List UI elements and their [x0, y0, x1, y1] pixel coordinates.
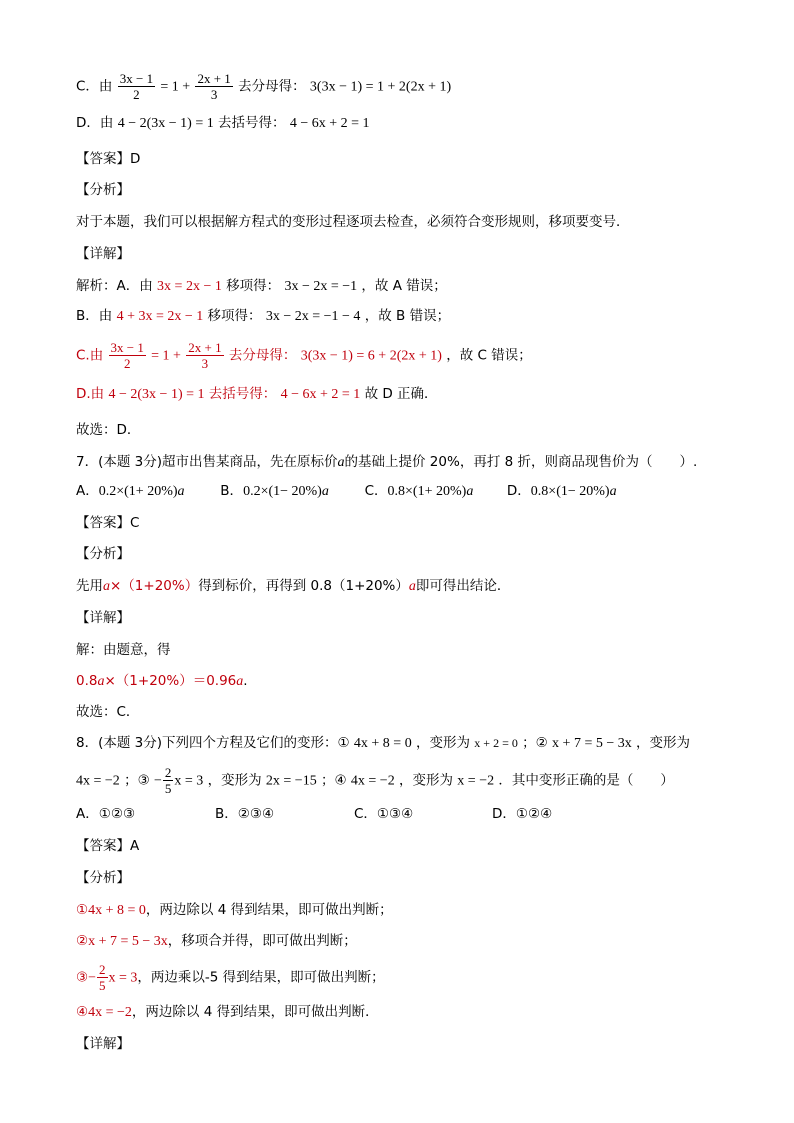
option-a[interactable]: A．①②③	[76, 806, 136, 822]
equation: 4x = −2	[88, 1005, 132, 1020]
detail-text: 去括号得：	[208, 386, 277, 402]
variable: a	[177, 484, 185, 499]
denominator: 2	[133, 87, 140, 102]
q8-options	[76, 805, 552, 823]
option-value: 0.8×(1− 20%)	[530, 484, 610, 499]
detail-text: 解析：A．由	[76, 278, 153, 294]
detail-text: 去分母得：	[228, 347, 297, 364]
answer-label: 【答案】	[76, 838, 130, 854]
option-value: 0.2×(1− 20%)	[243, 484, 322, 499]
variable: a	[321, 484, 329, 499]
question-text: ，变形为	[399, 772, 453, 789]
answer-value: A	[130, 838, 140, 854]
numerator: 2	[164, 765, 172, 780]
detail-text: 移项得：	[207, 308, 262, 324]
denominator: 5	[99, 978, 106, 993]
question-text: ；④	[321, 772, 347, 789]
q7-choice	[76, 703, 139, 721]
q8-analysis-4	[76, 1003, 379, 1022]
detail-text: B．由	[76, 308, 113, 324]
numerator: 2	[99, 962, 106, 977]
detail-text: ，故 A 错误；	[361, 278, 447, 294]
q6-analysis	[76, 213, 630, 231]
option-a[interactable]	[76, 482, 216, 501]
q8-detail-label	[76, 1035, 130, 1053]
numerator: 2x + 1	[197, 71, 231, 86]
q6-choice	[76, 421, 140, 439]
detail-label: 【详解】	[76, 246, 130, 262]
answer-value: C	[130, 515, 140, 531]
analysis-text: 先用	[76, 578, 103, 594]
detail-text: C.由	[76, 347, 104, 364]
choice-text: 故选：C．	[76, 704, 140, 720]
option-d-result: 4 − 6x + 2 = 1	[289, 116, 370, 131]
q8-analysis-1	[76, 901, 393, 920]
fraction	[97, 962, 108, 993]
circled-number: ③	[76, 969, 89, 986]
calc-text: ×（1+20%）＝0.96	[104, 673, 237, 689]
denominator: 2	[123, 356, 131, 371]
question-text: ；③	[124, 772, 150, 789]
analysis-text: 得到标价，再得到 0.8（1+20%）	[198, 578, 409, 594]
equation: 4 − 6x + 2 = 1	[280, 387, 361, 402]
denominator: 3	[201, 356, 209, 371]
denominator: 3	[210, 87, 218, 102]
detail-text: ，故 C 错误；	[446, 347, 532, 364]
option-value: 0.8×(1+ 20%)	[387, 484, 467, 499]
question-text: 的基础上提价 20%，再打 8 折，则商品现售价为（ ）.	[344, 454, 698, 470]
analysis-text: ，两边除以 4 得到结果，即可做出判断；	[145, 902, 393, 918]
q8-stem-line2	[76, 765, 674, 796]
analysis-text: ，移项合并得，即可做出判断；	[167, 933, 357, 949]
equation: 4x + 8 = 0	[353, 736, 412, 751]
question-text: 8．(本题 3分)下列四个方程及它们的变形：①	[76, 735, 350, 751]
analysis-label: 【分析】	[76, 870, 130, 886]
detail-label: 【详解】	[76, 1036, 130, 1052]
numerator: 3x − 1	[110, 340, 144, 355]
q6-detail-b	[76, 307, 450, 326]
detail-text: 故 D 正确．	[364, 386, 438, 402]
circled-number: ②	[76, 933, 89, 949]
q6-detail-d	[76, 385, 438, 404]
option-c-prefix: C．由	[76, 78, 113, 95]
q8-analysis-2	[76, 932, 357, 951]
q7-analysis	[76, 577, 510, 596]
q8-answer	[76, 837, 139, 855]
analysis-text: 即可得出结论．	[415, 578, 511, 594]
option-c-line	[76, 71, 451, 102]
option-c[interactable]: C．①③④	[354, 806, 414, 822]
variable: a	[609, 484, 617, 499]
numerator: 2x + 1	[188, 340, 222, 355]
option-c-text: 去分母得：	[238, 78, 306, 95]
equation: 4x + 8 = 0	[88, 903, 146, 918]
q6-answer	[76, 150, 140, 168]
equation-part: = 1 +	[151, 348, 181, 364]
variable: a	[97, 674, 105, 689]
detail-label: 【详解】	[76, 610, 130, 626]
circled-number: ①	[76, 902, 89, 918]
choice-text: 故选：D．	[76, 422, 141, 438]
q6-detail-label	[76, 245, 130, 263]
detail-text: 移项得：	[226, 278, 281, 294]
answer-value: D	[130, 151, 141, 167]
q6-detail-a	[76, 277, 447, 296]
equation: 4x = −2	[350, 773, 395, 789]
equation: 2x = −15	[265, 773, 317, 789]
equation: x + 7 = 5 − 3x	[552, 736, 632, 751]
analysis-text: ×（1+20%）	[110, 578, 199, 594]
equation: x = 3	[108, 970, 138, 986]
equation: x + 7 = 5 − 3x	[88, 934, 168, 949]
analysis-label: 【分析】	[76, 182, 130, 198]
option-label: A．	[76, 483, 99, 499]
equation-part: −	[154, 773, 162, 789]
question-text: ，变形为	[416, 735, 470, 751]
question-text: ，变形为	[207, 772, 262, 789]
equation: 3x − 2x = −1 − 4	[265, 309, 361, 324]
question-text: ．其中变形正确的是（ ）	[498, 772, 674, 789]
question-text: ，变形为	[636, 735, 691, 751]
solution-text: 解：由题意，得	[76, 642, 171, 658]
option-label: D．	[506, 483, 531, 499]
q7-answer	[76, 514, 139, 532]
variable: a	[466, 484, 474, 499]
option-d-equation: 4 − 2(3x − 1) = 1	[117, 116, 214, 131]
q6-detail-c	[76, 340, 532, 371]
answer-label: 【答案】	[76, 151, 130, 167]
variable: a	[337, 455, 345, 470]
q7-stem	[76, 453, 697, 472]
equation: 3x = 2x − 1	[157, 279, 222, 294]
q7-options	[76, 482, 617, 501]
q6-analysis-label	[76, 181, 130, 199]
q7-detail-label	[76, 609, 130, 627]
equation: 4x = −2	[76, 773, 120, 789]
option-b[interactable]	[220, 482, 360, 501]
equation: 3(3x − 1) = 6 + 2(2x + 1)	[300, 348, 442, 364]
q8-analysis-3	[76, 962, 385, 993]
equation: x = −2	[457, 773, 495, 789]
fraction	[118, 71, 155, 102]
option-label: C．	[364, 483, 388, 499]
q7-analysis-label	[76, 545, 130, 563]
equation: 4 − 2(3x − 1) = 1	[108, 387, 205, 402]
option-c-result: 3(3x − 1) = 1 + 2(2x + 1)	[309, 79, 452, 95]
option-d-prefix: D．由	[76, 115, 114, 131]
denominator: 5	[164, 781, 172, 796]
detail-text: ，故 B 错误；	[364, 308, 451, 324]
option-c[interactable]	[365, 482, 503, 501]
fraction	[195, 71, 232, 102]
variable: a	[408, 579, 416, 594]
variable: a	[236, 674, 244, 689]
equation: x + 2 = 0	[474, 736, 518, 750]
option-d-line	[76, 114, 370, 133]
analysis-text: ，两边乘以-5 得到结果，即可做出判断；	[137, 969, 385, 986]
equation-part: −	[88, 970, 97, 986]
analysis-text: ，两边除以 4 得到结果，即可做出判断．	[131, 1004, 379, 1020]
option-b[interactable]: B．②③④	[215, 806, 275, 822]
detail-text: D.由	[76, 386, 105, 402]
calc-text: .	[243, 673, 248, 689]
fraction	[163, 765, 174, 796]
equation: x = 3	[174, 773, 204, 789]
answer-label: 【答案】	[76, 515, 130, 531]
q8-analysis-label	[76, 869, 130, 887]
option-label: B．	[220, 483, 244, 499]
analysis-label: 【分析】	[76, 546, 130, 562]
numerator: 3x − 1	[119, 71, 154, 86]
fraction	[109, 340, 146, 371]
q7-calc	[76, 672, 248, 691]
circled-number: ④	[76, 1004, 89, 1020]
variable: a	[103, 579, 110, 594]
equation: 4 + 3x = 2x − 1	[116, 309, 204, 324]
option-value: 0.2×(1+ 20%)	[98, 484, 178, 499]
option-d[interactable]	[507, 482, 617, 501]
option-d-text: 去括号得：	[218, 115, 286, 131]
q8-stem-line1	[76, 734, 690, 753]
question-text: 7．(本题 3分)超市出售某商品，先在原标价	[76, 454, 338, 470]
option-d[interactable]: D．①②④	[492, 806, 553, 822]
equation-part: = 1 +	[160, 79, 191, 95]
question-text: ；②	[522, 735, 548, 751]
q7-solution	[76, 641, 171, 659]
analysis-text: 对于本题，我们可以根据解方程式的变形过程逐项去检查，必须符合变形规则，移项要变号．	[76, 214, 630, 230]
calc-text: 0.8	[76, 673, 98, 689]
equation: 3x − 2x = −1	[284, 279, 358, 294]
fraction	[186, 340, 223, 371]
